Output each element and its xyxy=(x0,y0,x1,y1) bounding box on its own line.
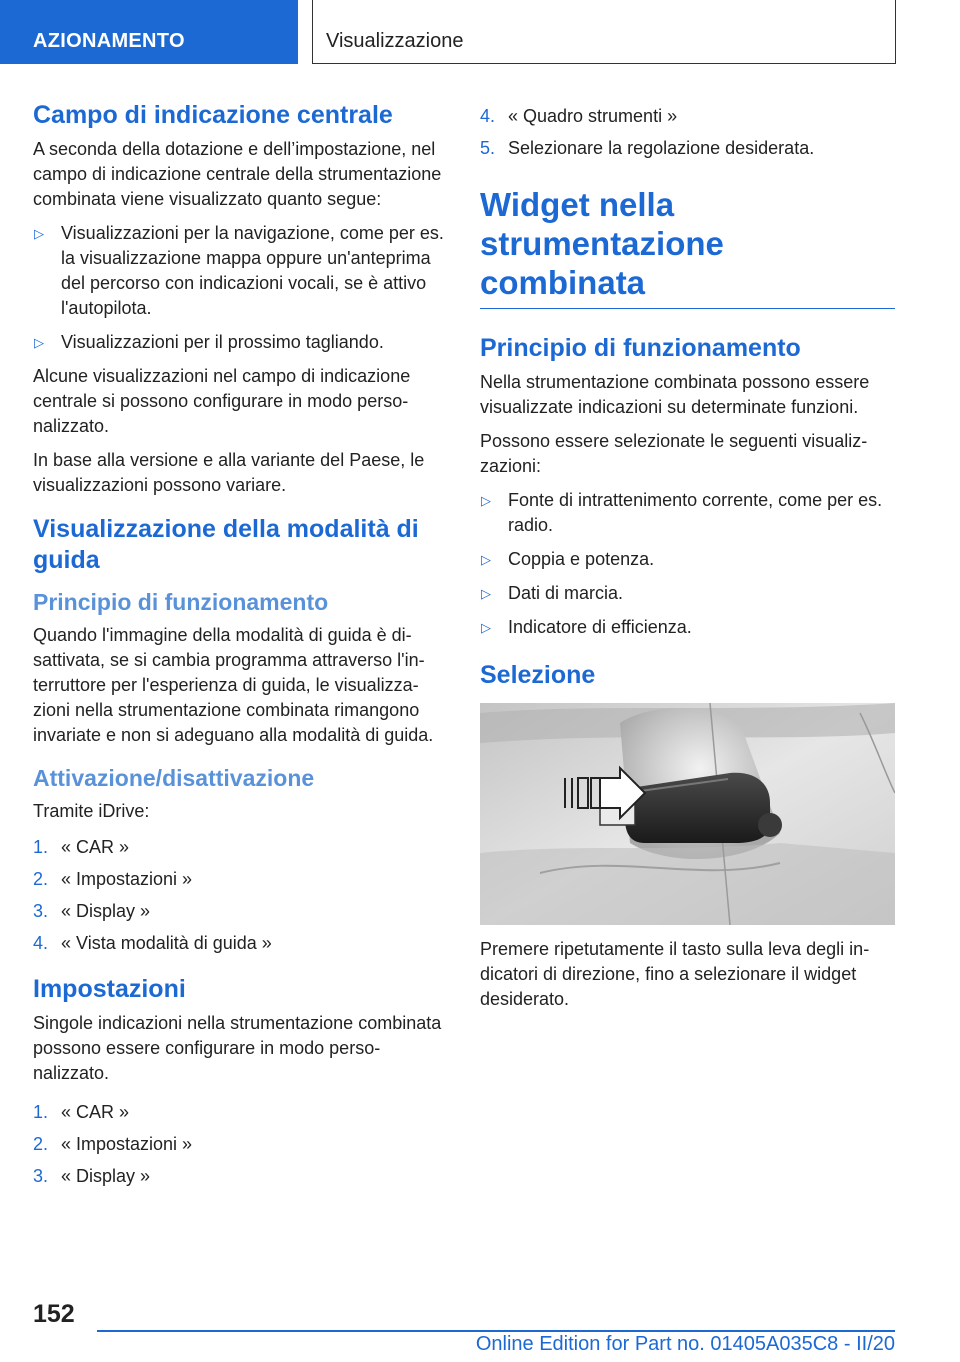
list-item: ▷ Coppia e potenza. xyxy=(480,547,895,572)
list-item: ▷ Visualizzazioni per il prossimo tagliando. xyxy=(33,330,448,355)
list-item: 1. « CAR » xyxy=(33,1102,130,1122)
paragraph: In base alla versione e alla variante del Paese, le visualizzazioni possono variare. xyxy=(33,450,425,495)
left-column xyxy=(33,100,448,1199)
list-item: 2. « Impostazioni » xyxy=(33,1134,193,1154)
list-item: 2. « Impostazioni » xyxy=(33,869,193,889)
chapter-tab: AZIONAMENTO xyxy=(0,0,298,64)
list-item: ▷ Indicatore di efficienza. xyxy=(480,615,895,640)
heading-modalita-guida: Visualizzazione della modalità di guida xyxy=(33,515,419,574)
bullet-list-campo xyxy=(33,221,448,355)
subheading-attivazione: Attivazione/disattivazione xyxy=(33,765,315,791)
footer-divider xyxy=(97,1330,895,1332)
paragraph: A seconda della dotazione e dell’impostazione, nel campo di indicazione centrale della strumentazione combinata viene visualizzato quanto segue: xyxy=(33,139,442,209)
section-tab: Visualizzazione xyxy=(312,0,896,64)
paragraph: Quando l'immagine della modalità di guida è disattivata, se si cambia programma attraverso l'interruttore per l'esperienza di guida, le visualizzazioni nella strumentazione combinata rimangono invariate e non si adeguano alla modalità di guida. xyxy=(33,625,434,745)
list-item: 3. « Display » xyxy=(33,901,151,921)
list-item: 5. Selezionare la regolazione desiderata. xyxy=(480,138,815,158)
triangle-bullet-icon: ▷ xyxy=(481,493,491,508)
steps-impostazioni-cont xyxy=(480,104,895,161)
heading-impostazioni: Impostazioni xyxy=(33,975,186,1003)
page-header xyxy=(0,0,960,66)
right-column xyxy=(480,104,895,1021)
steps-attivazione xyxy=(33,835,448,956)
list-item: 3. « Display » xyxy=(33,1166,151,1186)
heading-widget: Widget nella strumentazione combinata xyxy=(480,185,895,309)
list-item: 1. « CAR » xyxy=(33,837,130,857)
heading-selezione: Selezione xyxy=(480,661,596,689)
paragraph: Alcune visualizzazioni nel campo di indicazione centrale si possono configurare in modo personalizzato. xyxy=(33,366,411,436)
list-item: ▷ Fonte di intrattenimento corrente, come per es. radio. xyxy=(481,490,883,535)
triangle-bullet-icon: ▷ xyxy=(481,586,491,601)
list-item: ▷ Dati di marcia. xyxy=(480,581,895,606)
subheading-principio: Principio di funzionamento xyxy=(33,589,329,615)
heading-campo-indicazione: Campo di indicazione centrale xyxy=(33,101,393,129)
triangle-bullet-icon: ▷ xyxy=(34,226,44,241)
triangle-bullet-icon: ▷ xyxy=(481,620,491,635)
list-item: 4. « Quadro strumenti » xyxy=(480,106,678,126)
paragraph: Possono essere selezionate le seguenti visualizzazioni: xyxy=(480,431,868,476)
list-item: 4. « Vista modalità di guida » xyxy=(33,933,272,953)
steps-impostazioni xyxy=(33,1100,448,1189)
paragraph: Singole indicazioni nella strumentazione combinata possono essere configurare in modo personalizzato. xyxy=(33,1013,442,1083)
edition-text: Online Edition for Part no. 01405A035C8 - II/20 xyxy=(475,1333,895,1355)
list-item: ▷ Visualizzazioni per la navigazione, come per es. la visualizzazione mappa oppure un'anteprima del percorso con indicazioni vocali, se è attivo l'autopilota. xyxy=(34,223,444,318)
triangle-bullet-icon: ▷ xyxy=(481,552,491,567)
paragraph: Tramite iDrive: xyxy=(33,801,150,821)
subheading-principio: Principio di funzionamento xyxy=(480,334,801,362)
turn-signal-lever-illustration xyxy=(480,703,895,925)
bullet-list-widget xyxy=(480,488,895,640)
paragraph: Nella strumentazione combinata possono essere visualizzate indicazioni su determinate funzioni. xyxy=(480,372,870,417)
triangle-bullet-icon: ▷ xyxy=(34,335,44,350)
page-number: 152 xyxy=(33,1300,75,1328)
paragraph: Premere ripetutamente il tasto sulla leva degli indicatori di direzione, fino a selezionare il widget desiderato. xyxy=(480,939,870,1009)
